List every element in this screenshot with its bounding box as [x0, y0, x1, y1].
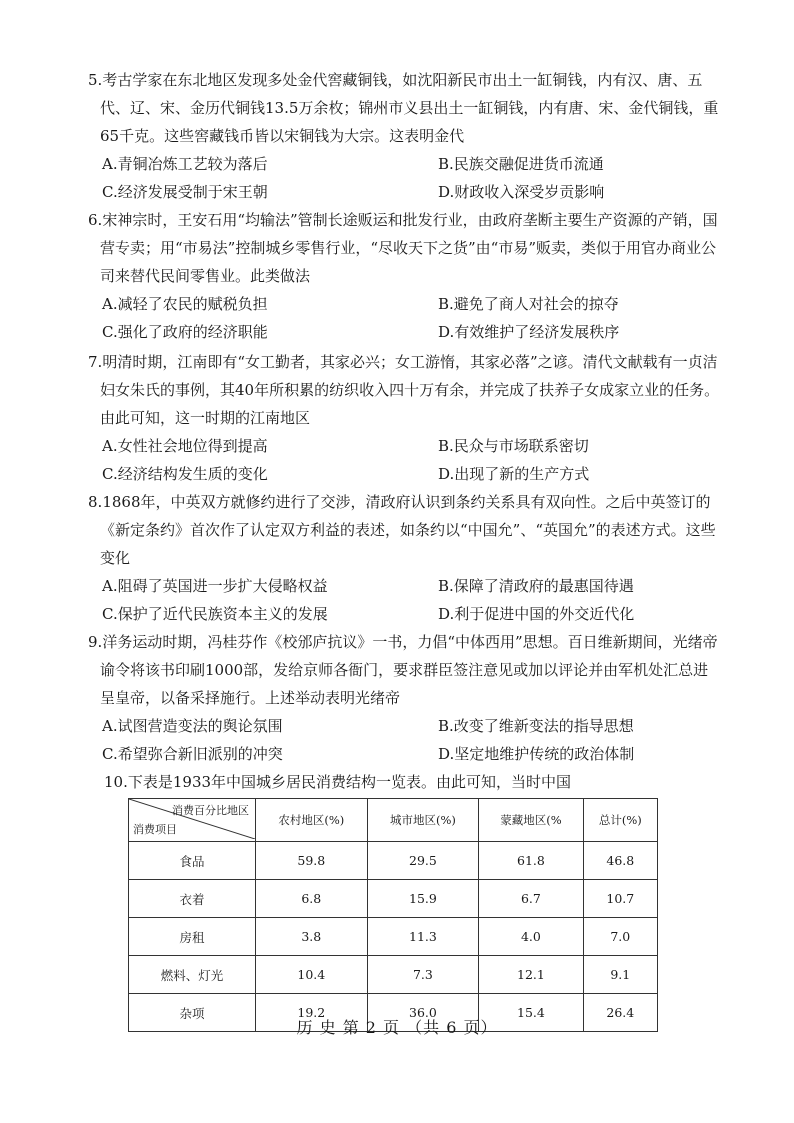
question-8-stem	[88, 488, 720, 572]
question-number: 10.	[104, 773, 128, 791]
question-number: 9.	[88, 633, 103, 651]
table-cell: 11.3	[367, 918, 479, 956]
option-row	[88, 460, 720, 488]
option-row	[88, 572, 720, 600]
table-corner-cell	[129, 799, 256, 842]
option-row	[88, 740, 720, 768]
option-c: C.经济发展受制于宋王朝	[102, 183, 268, 201]
question-number: 5.	[88, 71, 103, 89]
question-6	[88, 206, 720, 346]
option-row	[88, 178, 720, 206]
row-label: 燃料、灯光	[129, 956, 256, 994]
table-cell: 7.0	[583, 918, 657, 956]
table-cell: 6.8	[256, 880, 368, 918]
question-9	[88, 628, 720, 768]
table-cell: 3.8	[256, 918, 368, 956]
table-cell: 29.5	[367, 842, 479, 880]
table-cell: 61.8	[479, 842, 583, 880]
option-b: B.改变了维新变法的指导思想	[438, 717, 634, 735]
option-b: B.民众与市场联系密切	[438, 437, 589, 455]
option-b: B.民族交融促进货币流通	[438, 155, 604, 173]
question-text: 1868年，中英双方就修约进行了交涉，清政府认识到条约关系具有双向性。之后中英签订的《新定条约》首次作了认定双方利益的表述，如条约以“中国允”、“英国允”的表述方式。这些变化	[100, 493, 716, 567]
option-d: D.坚定地维护传统的政治体制	[438, 745, 635, 763]
question-10-stem	[104, 768, 736, 796]
option-d: D.财政收入深受岁贡影响	[438, 183, 605, 201]
column-header: 城市地区(%)	[367, 799, 479, 842]
question-text: 下表是1933年中国城乡居民消费结构一览表。由此可知，当时中国	[127, 773, 572, 791]
table-row	[129, 918, 658, 956]
table-cell: 15.4	[479, 994, 583, 1032]
question-9-stem	[88, 628, 720, 712]
option-b: B.避免了商人对社会的掠夺	[438, 295, 619, 313]
table-cell: 7.3	[367, 956, 479, 994]
question-text: 明清时期，江南即有“女工勤者，其家必兴；女工游惰，其家必落”之谚。清代文献载有一贞洁妇女朱氏的事例，其40年所积累的纺织收入四十万有余，并完成了扶养子女成家立业的任务。由此可知，这一时期的江南地区	[100, 353, 720, 427]
table-cell: 26.4	[583, 994, 657, 1032]
option-row	[88, 600, 720, 628]
question-8	[88, 488, 720, 628]
table-cell: 10.4	[256, 956, 368, 994]
table-cell: 9.1	[583, 956, 657, 994]
question-7-stem	[88, 348, 720, 432]
option-c: C.希望弥合新旧派别的冲突	[102, 745, 283, 763]
table-cell: 12.1	[479, 956, 583, 994]
column-header: 农村地区(%)	[256, 799, 368, 842]
table-cell: 46.8	[583, 842, 657, 880]
option-a: A.女性社会地位得到提高	[102, 437, 268, 455]
table-cell: 19.2	[256, 994, 368, 1032]
row-label: 食品	[129, 842, 256, 880]
corner-top-label: 消费百分比地区	[172, 804, 249, 817]
question-number: 6.	[88, 211, 103, 229]
question-text: 洋务运动时期，冯桂芬作《校邠庐抗议》一书，力倡“中体西用”思想。百日维新期间，光绪帝谕令将该书印刷1000部，发给京师各衙门，要求群臣签注意见或加以评论并由军机处汇总进呈皇帝，以备采择施行。上述举动表明光绪帝	[100, 633, 718, 707]
question-10	[104, 768, 736, 796]
question-number: 7.	[88, 353, 103, 371]
table-header-row	[129, 799, 658, 842]
table-cell: 10.7	[583, 880, 657, 918]
option-a: A.阻碍了英国进一步扩大侵略权益	[102, 577, 328, 595]
option-row	[88, 290, 720, 318]
column-header: 总计(%)	[583, 799, 657, 842]
option-c: C.强化了政府的经济职能	[102, 323, 268, 341]
table-row	[129, 880, 658, 918]
page-footer: 历 史 第 2 页 （共 6 页）	[296, 1018, 498, 1037]
question-6-stem	[88, 206, 720, 290]
table-cell: 6.7	[479, 880, 583, 918]
option-row	[88, 150, 720, 178]
table-row	[129, 842, 658, 880]
table-cell: 36.0	[367, 994, 479, 1032]
row-label: 杂项	[129, 994, 256, 1032]
row-label: 衣着	[129, 880, 256, 918]
consumption-table	[128, 798, 658, 1032]
row-label: 房租	[129, 918, 256, 956]
option-c: C.保护了近代民族资本主义的发展	[102, 605, 328, 623]
corner-bottom-label: 消费项目	[133, 823, 177, 836]
question-text: 考古学家在东北地区发现多处金代窖藏铜钱，如沈阳新民市出土一缸铜钱，内有汉、唐、五代、辽、宋、金历代铜钱13.5万余枚；锦州市义县出土一缸铜钱，内有唐、宋、金代铜钱，重65千克。这些窖藏钱币皆以宋铜钱为大宗。这表明金代	[100, 71, 719, 145]
option-d: D.利于促进中国的外交近代化	[438, 605, 635, 623]
option-c: C.经济结构发生质的变化	[102, 465, 268, 483]
option-a: A.青铜冶炼工艺较为落后	[102, 155, 268, 173]
question-5-stem	[88, 66, 720, 150]
option-b: B.保障了清政府的最惠国待遇	[438, 577, 634, 595]
question-7	[88, 348, 720, 488]
option-d: D.有效维护了经济发展秩序	[438, 323, 620, 341]
option-row	[88, 432, 720, 460]
question-5	[88, 66, 720, 206]
option-a: A.试图营造变法的舆论氛围	[102, 717, 283, 735]
option-row	[88, 318, 720, 346]
table-cell: 4.0	[479, 918, 583, 956]
table-row	[129, 956, 658, 994]
option-a: A.减轻了农民的赋税负担	[102, 295, 268, 313]
question-text: 宋神宗时，王安石用“均输法”管制长途贩运和批发行业，由政府垄断主要生产资源的产销，国营专卖；用“市易法”控制城乡零售行业，“尽收天下之货”由“市易”贩卖，类似于用官办商业公司来替代民间零售业。此类做法	[100, 211, 718, 285]
table-cell: 15.9	[367, 880, 479, 918]
question-number: 8.	[88, 493, 103, 511]
column-header: 蒙藏地区(%	[479, 799, 583, 842]
option-d: D.出现了新的生产方式	[438, 465, 590, 483]
option-row	[88, 712, 720, 740]
table-cell: 59.8	[256, 842, 368, 880]
